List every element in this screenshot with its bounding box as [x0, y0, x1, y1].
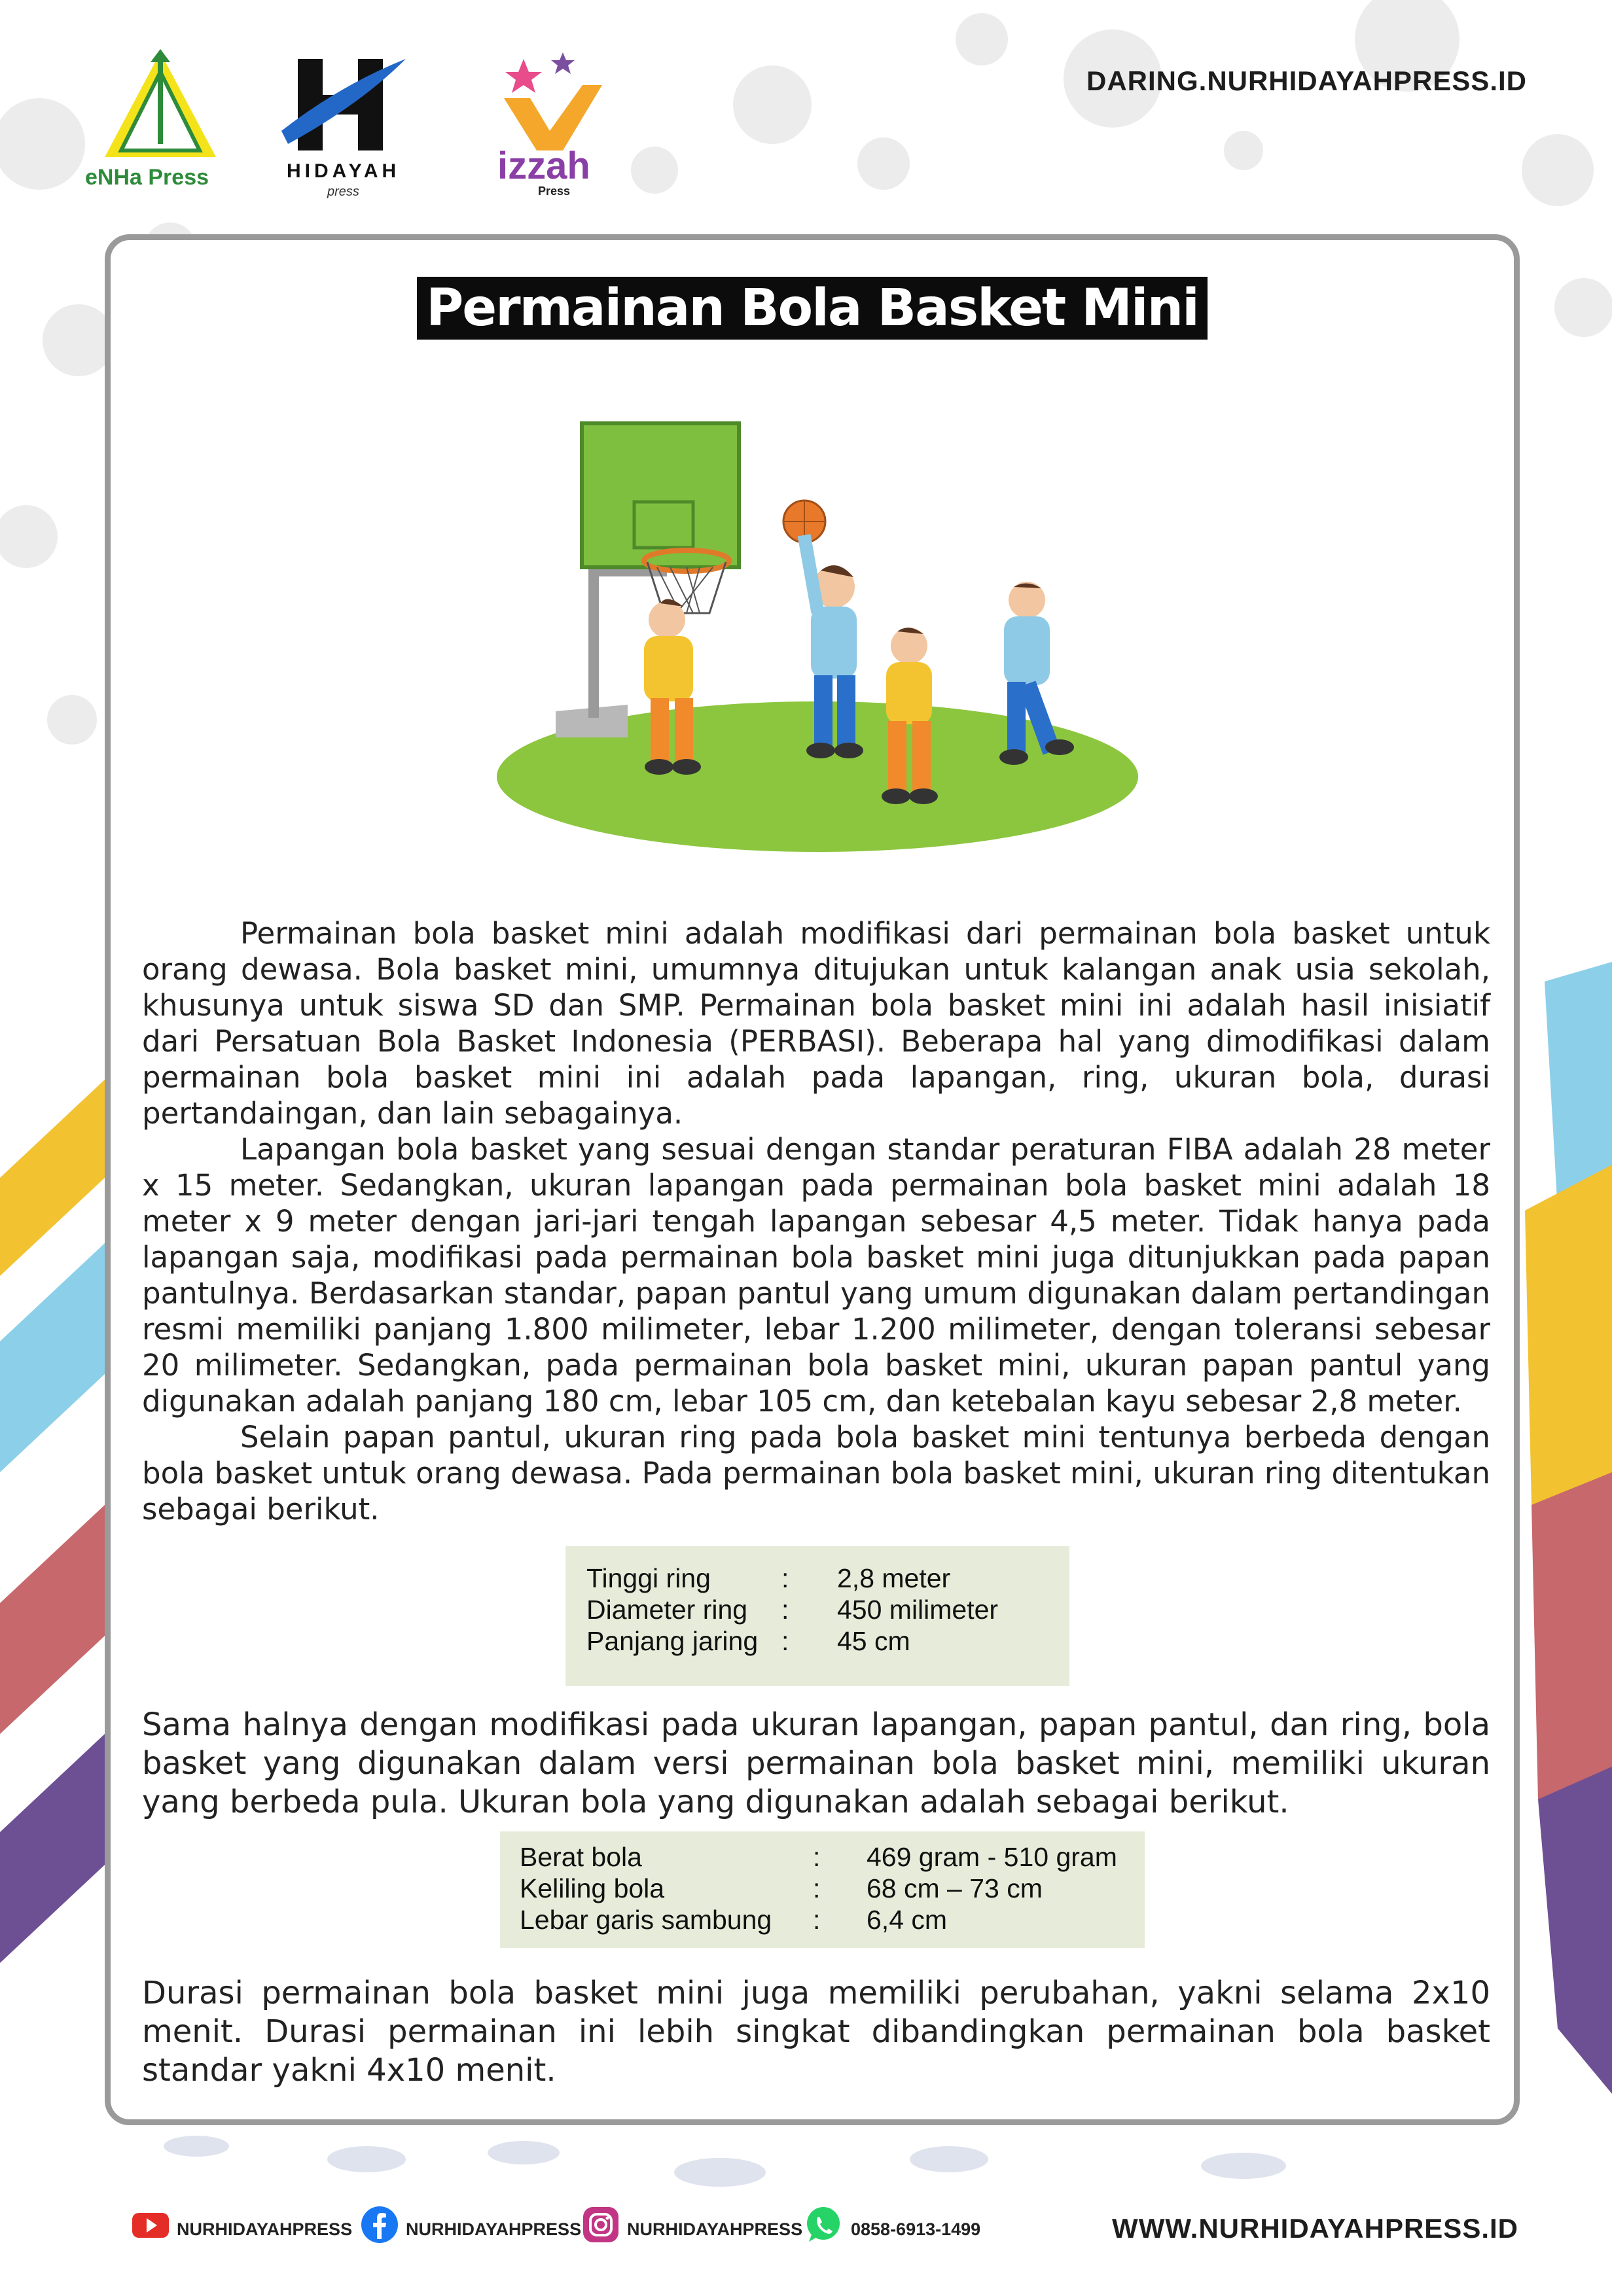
row-value: 469 gram - 510 gram — [867, 1842, 1117, 1872]
instagram-link[interactable] — [581, 2205, 804, 2251]
enha-press-logo — [85, 46, 236, 203]
whatsapp-icon — [804, 2205, 843, 2244]
row-label: Berat bola — [520, 1842, 642, 1872]
table-row — [500, 1873, 1145, 1906]
row-separator: : — [781, 1626, 789, 1656]
row-value: 2,8 meter — [837, 1563, 951, 1593]
row-label: Keliling bola — [520, 1873, 665, 1903]
ring-size-table — [565, 1546, 1069, 1686]
paragraph-1: Permainan bola basket mini adalah modifikasi dari permainan bola basket untuk orang dewasa. Bola basket mini, umumnya ditujukan untuk kalangan anak usia sekolah, khusunya untuk siswa SD dan SMP. Permainan bola basket mini ini adalah hasil inisiatif dari Persatuan Bola Basket Indonesia (PERBASI). Beberapa hal yang dimodifikasi dalam permainan bola basket mini ini adalah pada lapangan, ring, ukuran bola, durasi pertandaingan, dan lain sebagainya. — [142, 916, 1490, 1131]
facebook-label: NURHIDAYAHPRESS — [406, 2219, 582, 2239]
row-value: 68 cm – 73 cm — [867, 1873, 1043, 1903]
row-value: 450 milimeter — [837, 1595, 999, 1625]
row-separator: : — [781, 1563, 789, 1593]
publisher-logos — [85, 46, 674, 209]
row-separator: : — [813, 1905, 821, 1935]
izzah-label: izzah — [497, 145, 590, 187]
table-row — [565, 1595, 1069, 1627]
whatsapp-label: 0858-6913-1499 — [851, 2219, 981, 2239]
article-title: Permainan Bola Basket Mini — [417, 277, 1208, 340]
hidayah-label: HIDAYAH — [287, 160, 401, 182]
paragraph-duration: Durasi permainan bola basket mini juga memiliki perubahan, yakni selama 2x10 menit. Durasi permainan ini lebih singkat dibandingkan permainan bola basket standar yakni 4x10 menit. — [142, 1975, 1490, 2089]
paragraph-2: Lapangan bola basket yang sesuai dengan standar peraturan FIBA adalah 28 meter x 15 meter. Sedangkan, ukuran lapangan pada permainan bola basket mini adalah 18 meter x 9 meter dengan jari-jari tengah lapangan sebesar 4,5 meter. Tidak hanya pada lapangan saja, modifikasi pada permainan bola basket mini juga ditunjukkan pada papan pantulnya. Berdasarkan standar, papan pantul yang umum digunakan dalam pertandingan resmi memiliki panjang 1.800 milimeter, lebar 1.200 milimeter, dengan toleransi sebesar 20 milimeter. Sedangkan, pada permainan bola basket mini, ukuran papan pantul yang digunakan adalah panjang 180 cm, lebar 105 cm, dan ketebalan kayu sebesar 2,8 meter. — [142, 1132, 1490, 1419]
table-row — [565, 1563, 1069, 1596]
row-label: Diameter ring — [586, 1595, 748, 1625]
instagram-label: NURHIDAYAHPRESS — [627, 2219, 803, 2239]
row-separator: : — [813, 1842, 821, 1872]
table-row — [500, 1842, 1145, 1875]
hidayah-sub-label: press — [327, 185, 359, 199]
youtube-link[interactable] — [131, 2205, 353, 2251]
hidayah-logo — [268, 46, 412, 209]
row-label: Panjang jaring — [586, 1626, 759, 1656]
daring-url[interactable]: DARING.NURHIDAYAHPRESS.ID — [1086, 65, 1527, 96]
row-value: 45 cm — [837, 1626, 910, 1656]
paragraph-ball: Sama halnya dengan modifikasi pada ukuran lapangan, papan pantul, dan ring, bola basket yang digunakan dalam versi permainan bola basket mini, memiliki ukuran yang berbeda pula. Ukuran bola yang digunakan adalah sebagai berikut. — [142, 1706, 1490, 1820]
row-separator: : — [781, 1595, 789, 1625]
basketball-illustration — [490, 371, 1145, 868]
izzah-logo — [478, 46, 622, 203]
youtube-label: NURHIDAYAHPRESS — [177, 2219, 353, 2239]
facebook-icon — [360, 2205, 399, 2244]
facebook-link[interactable] — [360, 2205, 582, 2251]
izzah-sub-label: Press — [538, 185, 571, 198]
table-row — [500, 1905, 1145, 1937]
footer-social-bar — [131, 2205, 1518, 2257]
whatsapp-link[interactable] — [804, 2205, 1000, 2251]
hidayah-h-icon — [268, 46, 412, 164]
instagram-icon — [581, 2205, 620, 2244]
row-label: Lebar garis sambung — [520, 1905, 772, 1935]
enha-press-label: eNHa Press — [85, 165, 209, 190]
izzah-hand-icon — [478, 46, 622, 157]
youtube-icon — [131, 2205, 170, 2244]
row-label: Tinggi ring — [586, 1563, 711, 1593]
row-value: 6,4 cm — [867, 1905, 948, 1935]
pen-book-icon — [85, 46, 236, 164]
paragraph-3: Selain papan pantul, ukuran ring pada bola basket mini tentunya berbeda dengan bola basket untuk orang dewasa. Pada permainan bola basket mini, ukuran ring ditentukan sebagai berikut. — [142, 1420, 1490, 1527]
website-url[interactable]: WWW.NURHIDAYAHPRESS.ID — [1112, 2213, 1518, 2244]
ball-size-table — [500, 1831, 1145, 1948]
article-card — [105, 234, 1520, 2125]
row-separator: : — [813, 1873, 821, 1903]
table-row — [565, 1626, 1069, 1659]
